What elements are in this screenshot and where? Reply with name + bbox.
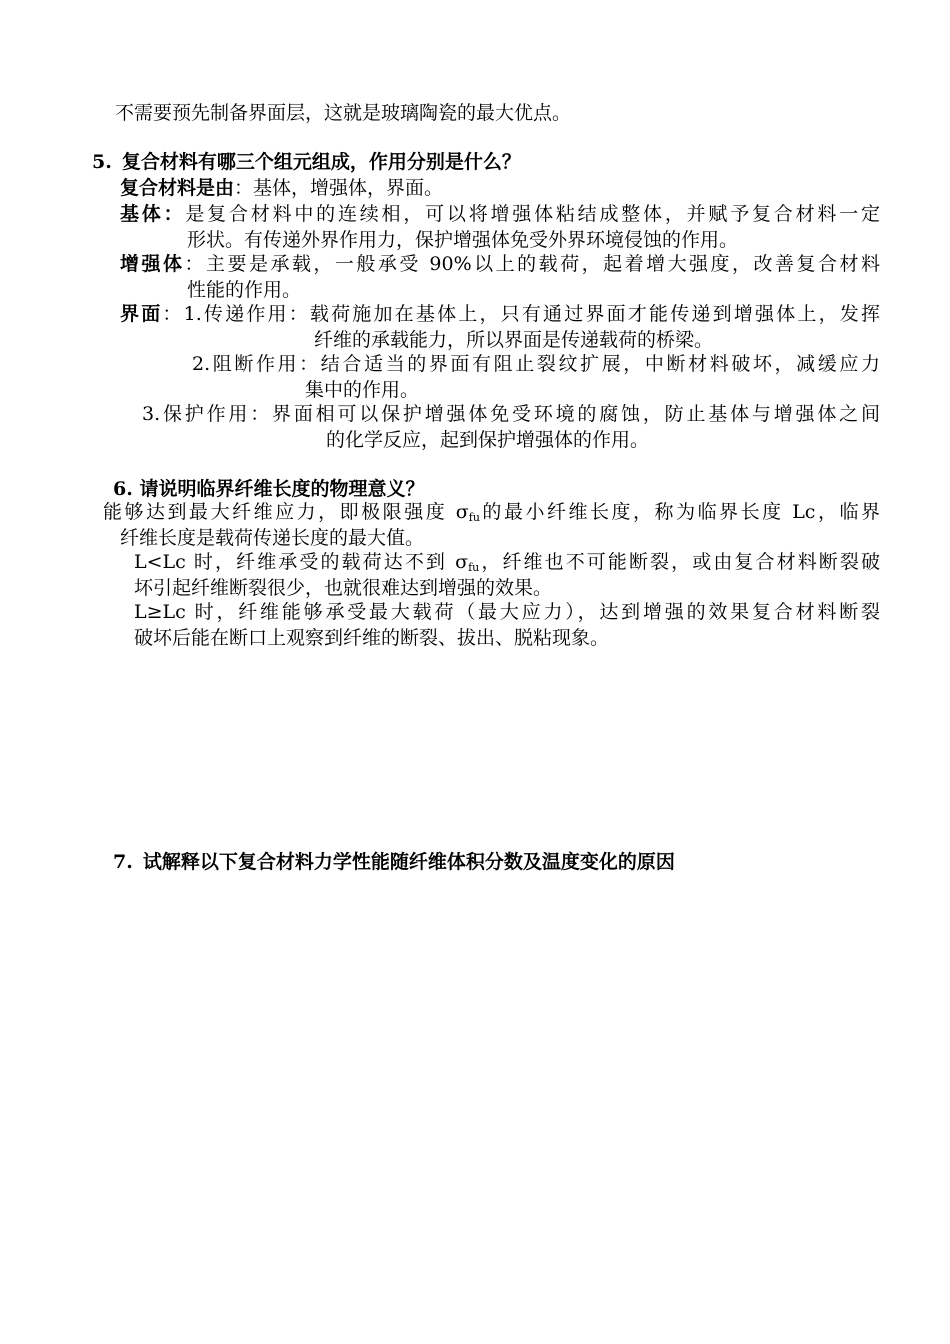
q5-reinf-line1 xyxy=(120,251,880,277)
q6-p1-subscript: fu xyxy=(468,511,480,524)
q5-iface1-line1 xyxy=(120,301,880,327)
q6-p1-text-b: 的最小纤维长度，称为临界长度 Lc，临界 xyxy=(479,501,880,523)
q6-p3-line1: L≥Lc 时，纤维能够承受最大载荷（最大应力），达到增强的效果复合材料断裂 xyxy=(134,601,880,623)
q5-intro xyxy=(120,175,443,201)
q5-iface3-line2: 的化学反应，起到保护增强体的作用。 xyxy=(326,429,650,451)
q6-p2-line2: 坏引起纤维断裂很少，也就很难达到增强的效果。 xyxy=(134,577,553,599)
q6-p2-text-a: L<Lc 时，纤维承受的载荷达不到 σ xyxy=(134,551,469,573)
q7-heading xyxy=(113,849,675,875)
q5-heading xyxy=(92,149,521,175)
q5-matrix-label: 基体： xyxy=(120,203,186,225)
q5-matrix-text1: 是复合材料中的连续相，可以将增强体粘结成整体，并赋予复合材料一定 xyxy=(185,203,880,225)
q5-iface-label: 界面 xyxy=(120,303,163,325)
q6-p3-line2: 破坏后能在断口上观察到纤维的断裂、拔出、脱粘现象。 xyxy=(134,627,610,649)
q5-iface3-line1: 3.保护作用：界面相可以保护增强体免受环境的腐蚀，防止基体与增强体之间 xyxy=(142,403,880,425)
q5-intro-label: 复合材料是由 xyxy=(120,177,235,199)
q5-intro-text: ：基体，增强体，界面。 xyxy=(234,177,444,199)
q7-title: 试解释以下复合材料力学性能随纤维体积分数及温度变化的原因 xyxy=(142,851,675,873)
q6-title: 6. 请说明临界纤维长度的物理意义？ xyxy=(113,478,425,500)
q6-p2-text-b: ，纤维也不可能断裂，或由复合材料断裂破 xyxy=(479,551,880,573)
top-line: 不需要预先制备界面层，这就是玻璃陶瓷的最大优点。 xyxy=(115,102,572,124)
q5-matrix-line2: 形状。有传递外界作用力，保护增强体免受外界环境侵蚀的作用。 xyxy=(187,229,739,251)
q5-reinf-text1: ：主要是承载，一般承受 90%以上的载荷，起着增大强度，改善复合材料 xyxy=(184,253,880,275)
q6-p2-subscript: fu xyxy=(468,561,480,574)
q6-p1-text-a: 能够达到最大纤维应力，即极限强度 σ xyxy=(103,501,469,523)
q5-reinf-label: 增强体 xyxy=(120,253,185,275)
q5-iface1-text1: ：1.传递作用：载荷施加在基体上，只有通过界面才能传递到增强体上，发挥 xyxy=(162,303,880,325)
q5-iface2-line2: 集中的作用。 xyxy=(305,379,420,401)
q5-number: 5. xyxy=(92,151,112,173)
q7-number: 7. xyxy=(113,851,133,873)
q5-iface1-line2: 纤维的承载能力，所以界面是传递载荷的桥梁。 xyxy=(314,329,714,351)
q5-reinf-line2: 性能的作用。 xyxy=(187,279,302,301)
q5-iface2-line1: 2.阻断作用：结合适当的界面有阻止裂纹扩展，中断材料破坏，减缓应力 xyxy=(192,353,880,375)
q5-title: 复合材料有哪三个组元组成，作用分别是什么？ xyxy=(121,151,521,173)
q6-p1-line2: 纤维长度是载荷传递长度的最大值。 xyxy=(120,527,425,549)
q5-matrix-line1 xyxy=(120,201,880,227)
